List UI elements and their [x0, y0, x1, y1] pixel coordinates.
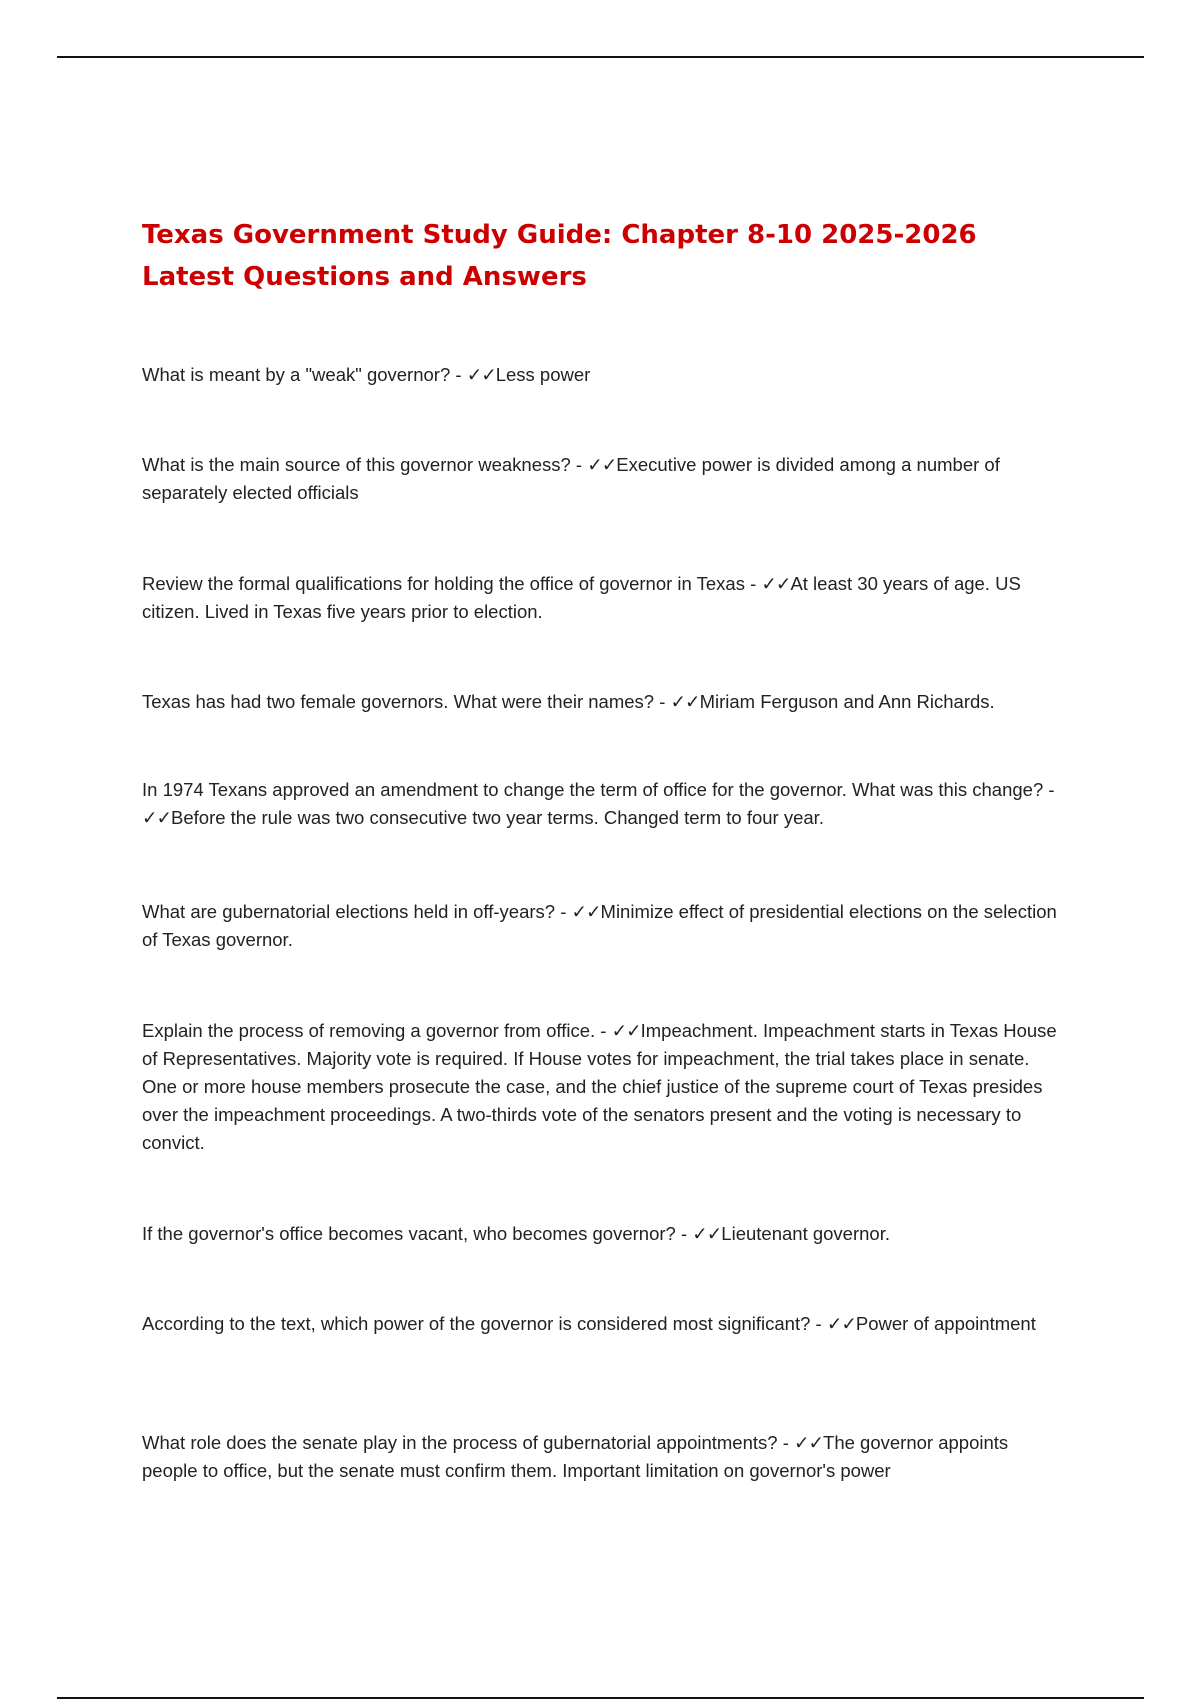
qa-item: [142, 898, 1067, 954]
double-check-icon: ✓✓: [692, 1223, 722, 1244]
answer-text: Minimize effect of presidential elections on the selection of Texas governor.: [142, 901, 1057, 950]
question-text: What is the main source of this governor weakness?: [142, 454, 571, 475]
question-text: What role does the senate play in the process of gubernatorial appointments?: [142, 1432, 778, 1453]
separator: -: [1043, 779, 1055, 800]
separator: -: [570, 454, 588, 475]
question-text: In 1974 Texans approved an amendment to change the term of office for the governor. What was this change?: [142, 779, 1044, 800]
answer-text: Before the rule was two consecutive two year terms. Changed term to four year.: [171, 807, 824, 828]
question-text: If the governor's office becomes vacant, who becomes governor?: [142, 1223, 676, 1244]
qa-item: [142, 451, 1067, 507]
double-check-icon: ✓✓: [670, 691, 700, 712]
qa-item: [142, 570, 1067, 626]
separator: -: [675, 1223, 693, 1244]
double-check-icon: ✓✓: [611, 1020, 641, 1041]
top-rule: [57, 56, 1144, 58]
double-check-icon: ✓✓: [571, 901, 601, 922]
question-text: Texas has had two female governors. What were their names?: [142, 691, 655, 712]
double-check-icon: ✓✓: [466, 364, 496, 385]
answer-text: Impeachment. Impeachment starts in Texas House of Representatives. Majority vote is required. If House votes for impeachment, the trial takes place in senate. One or more house members prosecute the case, and the chief justice of the supreme court of Texas presides over the impeachment proceedings. A two-thirds vote of the senators present and the voting is necessary to convict.: [142, 1020, 1057, 1153]
qa-item: [142, 776, 1067, 832]
double-check-icon: ✓✓: [794, 1432, 824, 1453]
double-check-icon: ✓✓: [142, 807, 172, 828]
answer-text: Miriam Ferguson and Ann Richards.: [699, 691, 995, 712]
question-text: Explain the process of removing a governor from office.: [142, 1020, 596, 1041]
separator: -: [744, 573, 762, 594]
answer-text: Lieutenant governor.: [721, 1223, 890, 1244]
double-check-icon: ✓✓: [587, 454, 617, 475]
qa-item: [142, 361, 1067, 389]
document-title: Texas Government Study Guide: Chapter 8-10 2025-2026 Latest Questions and Answers: [142, 220, 977, 292]
qa-item: [142, 1017, 1067, 1157]
qa-item: [142, 1220, 1067, 1248]
qa-item: [142, 1429, 1067, 1485]
question-text: According to the text, which power of the governor is considered most significant?: [142, 1313, 811, 1334]
separator: -: [595, 1020, 612, 1041]
question-text: What are gubernatorial elections held in off-years?: [142, 901, 556, 922]
separator: -: [654, 691, 671, 712]
qa-item: [142, 1310, 1067, 1338]
double-check-icon: ✓✓: [761, 573, 791, 594]
answer-text: Executive power is divided among a number of separately elected officials: [142, 454, 1000, 503]
answer-text: Power of appointment: [855, 1313, 1036, 1334]
question-text: Review the formal qualifications for holding the office of governor in Texas: [142, 573, 745, 594]
question-text: What is meant by a "weak" governor?: [142, 364, 451, 385]
answer-text: The governor appoints people to office, but the senate must confirm them. Important limitation on governor's power: [142, 1432, 1009, 1481]
separator: -: [810, 1313, 827, 1334]
separator: -: [555, 901, 572, 922]
separator: -: [450, 364, 467, 385]
separator: -: [777, 1432, 795, 1453]
answer-text: At least 30 years of age. US citizen. Lived in Texas five years prior to election.: [142, 573, 1021, 622]
double-check-icon: ✓✓: [826, 1313, 856, 1334]
bottom-rule: [57, 1697, 1144, 1699]
qa-item: [142, 688, 1067, 716]
answer-text: Less power: [495, 364, 591, 385]
